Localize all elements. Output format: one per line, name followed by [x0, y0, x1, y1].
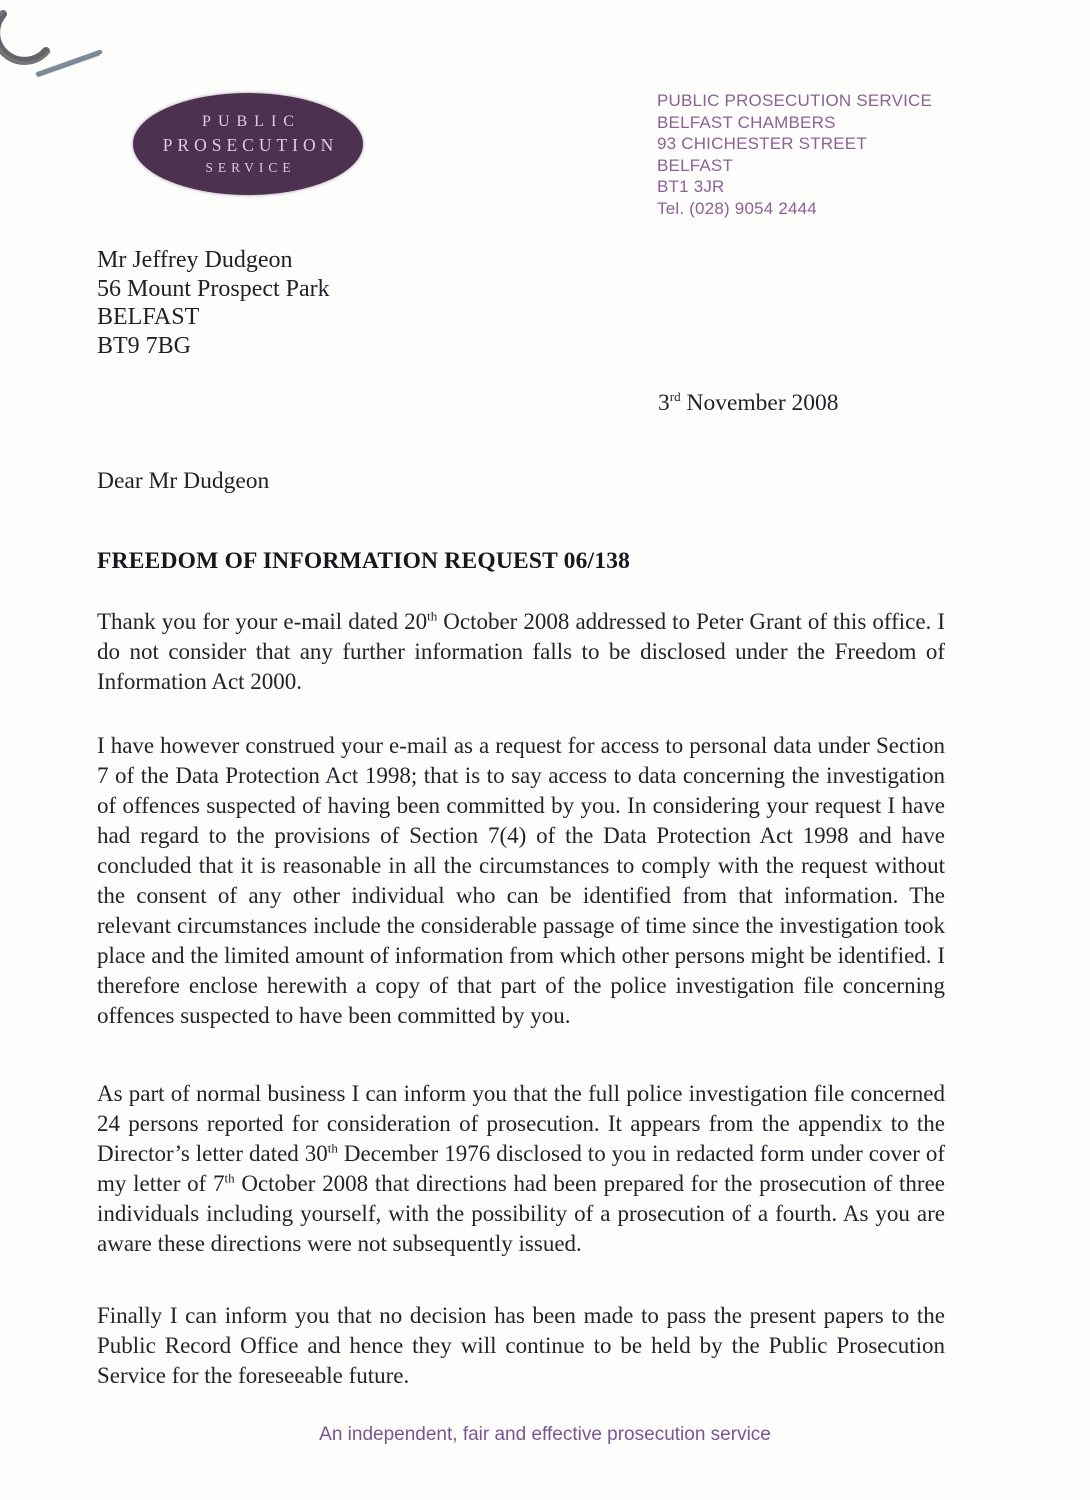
body-paragraph-2: I have however construed your e-mail as a request for access to personal data under Section 7 of the Data Protection Act 1998; that is to say access to data concerning the investigation of offences suspected of having been committed by you. In considering your request I have had regard to the provisions of Section 7(4) of the Data Protection Act 1998 and have concluded that it is reasonable in all the circumstances to comply with the request without the consent of any other individual who can be identified from that information. The relevant circumstances include the considerable passage of time since the investigation took place and the limited amount of information from which other persons might be identified. I therefore enclose herewith a copy of that part of the police investigation file concerning offences suspected to have been committed by you.	[97, 733, 945, 1028]
recipient-street: 56 Mount Prospect Park	[97, 275, 330, 302]
logo-text-public: PUBLIC	[202, 112, 301, 130]
recipient-address-block	[97, 246, 330, 360]
body-paragraph-3: As part of normal business I can inform you that the full police investigation file concerned 24 persons reported for consideration of prosecution. It appears from the appendix to the Director’s letter dated 30th December 1976 disclosed to you in redacted form under cover of my letter of 7th October 2008 that directions had been prepared for the prosecution of three individuals including yourself, with the possibility of a prosecution of a fourth. As you are aware these directions were not subsequently issued.	[97, 1081, 946, 1256]
subject-line: FREEDOM OF INFORMATION REQUEST 06/138	[97, 548, 631, 574]
body-paragraph-1: Thank you for your e-mail dated 20th October 2008 addressed to Peter Grant of this office. I do not consider that any further information falls to be disclosed under the Freedom of Information Act 2000.	[97, 608, 945, 694]
letter-date: 3rd November 2008	[658, 389, 839, 416]
sender-address-block	[657, 90, 932, 219]
logo-text-service: SERVICE	[205, 159, 296, 175]
hole-punch-shadow	[0, 14, 46, 61]
recipient-name: Mr Jeffrey Dudgeon	[97, 247, 293, 273]
recipient-city: BELFAST	[97, 304, 200, 330]
footer-tagline: An independent, fair and effective prosecution service	[319, 1424, 771, 1445]
sender-address-line: BELFAST	[657, 155, 734, 175]
body-paragraph-4: Finally I can inform you that no decision has been made to pass the present papers to the Public Record Office and hence they will continue to be held by the Public Prosecution Service for the foreseeable future.	[97, 1303, 945, 1388]
scan-artifacts	[0, 0, 140, 110]
recipient-postcode: BT9 7BG	[97, 332, 192, 359]
staple-mark-shadow	[38, 55, 99, 77]
salutation: Dear Mr Dudgeon	[97, 468, 270, 494]
pps-logo-seal	[133, 93, 363, 195]
logo-text-prosecution: PROSECUTION	[162, 134, 339, 155]
sender-phone-line: Tel. (028) 9054 2444	[657, 198, 817, 218]
sender-address-line: 93 CHICHESTER STREET	[657, 134, 867, 153]
sender-address-line: BELFAST CHAMBERS	[657, 112, 836, 132]
sender-address-line: PUBLIC PROSECUTION SERVICE	[657, 91, 933, 110]
sender-address-line: BT1 3JR	[657, 177, 725, 196]
